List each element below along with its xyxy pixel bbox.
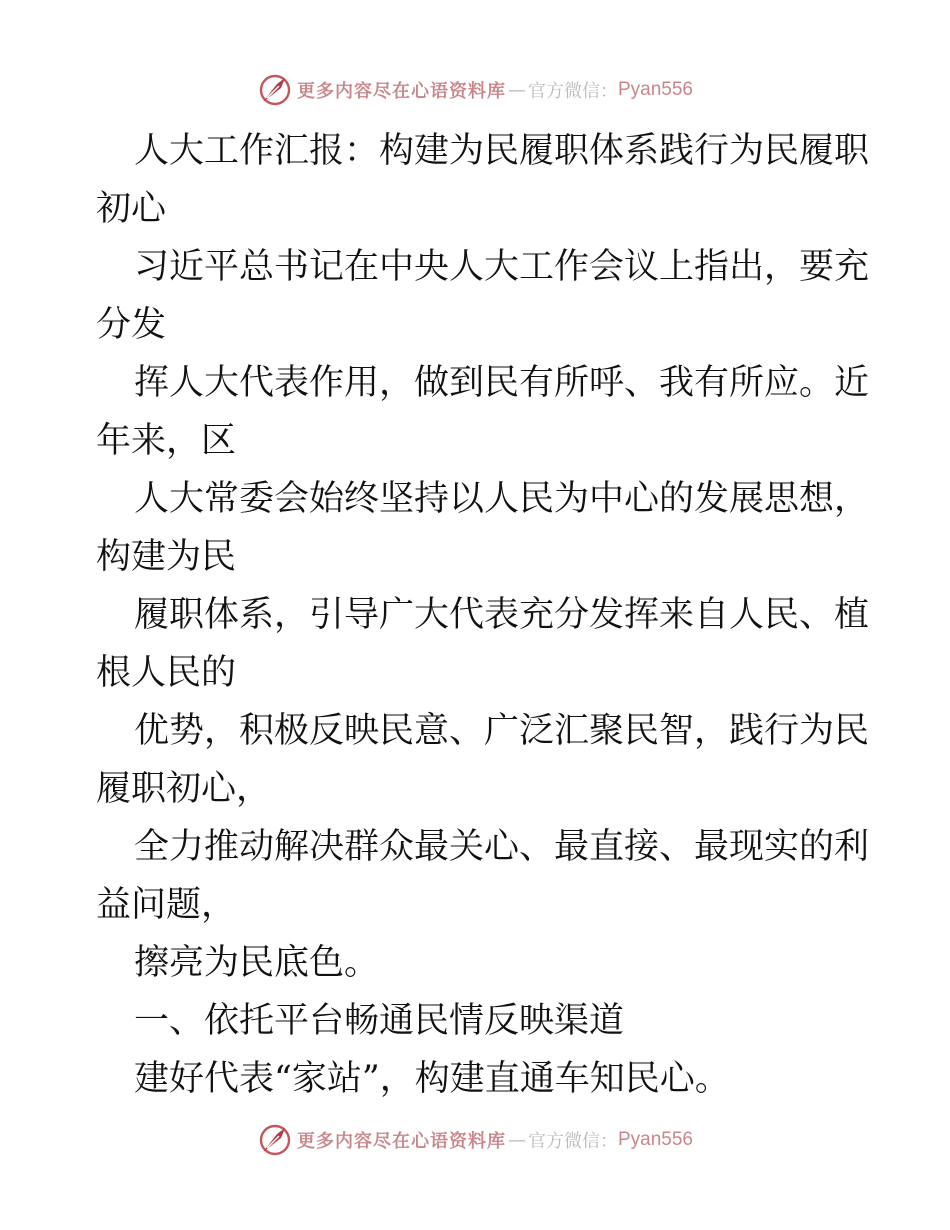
- text-line: 履职初心，: [96, 769, 272, 809]
- text-line: 建好代表“家站”，构建直通车知民心。: [134, 1059, 730, 1099]
- text-line: 分发: [96, 305, 167, 345]
- text-line: 人大常委会始终坚持以人民为中心的发展思想，: [134, 479, 870, 519]
- quill-pen-logo-icon: [257, 1122, 293, 1158]
- text-line: 构建为民: [96, 537, 237, 577]
- text-line: 履职体系，引导广大代表充分发挥来自人民、植: [134, 595, 870, 635]
- text-line: 全力推动解决群众最关心、最直接、最现实的利: [134, 827, 870, 867]
- text-line: 年来，区: [96, 421, 237, 461]
- text-line: 擦亮为民底色。: [134, 943, 380, 983]
- banner-main-text: 更多内容尽在心语资料库: [296, 81, 506, 102]
- header-banner: [0, 70, 950, 110]
- banner-sub-text: 官方微信：: [527, 81, 618, 102]
- banner-sub-text: 官方微信：: [527, 1131, 618, 1152]
- footer-banner: [0, 1120, 950, 1160]
- banner-separator: —: [507, 79, 526, 101]
- text-line: 根人民的: [96, 653, 237, 693]
- banner-wechat-id: Pyan556: [617, 79, 693, 100]
- text-line: 习近平总书记在中央人大工作会议上指出，要充: [134, 247, 870, 287]
- text-line: 初心: [96, 189, 167, 229]
- section-heading: 一、依托平台畅通民情反映渠道: [134, 1001, 625, 1041]
- document-body: [96, 122, 870, 1108]
- quill-pen-logo-icon: [257, 72, 293, 108]
- text-line: 挥人大代表作用，做到民有所呼、我有所应。近: [134, 363, 870, 403]
- banner-wechat-id: Pyan556: [617, 1129, 693, 1150]
- banner-separator: —: [507, 1129, 526, 1151]
- banner-main-text: 更多内容尽在心语资料库: [296, 1131, 506, 1152]
- text-line: 优势，积极反映民意、广泛汇聚民智，践行为民: [134, 711, 870, 751]
- document-title: 人大工作汇报：构建为民履职体系践行为民履职: [134, 131, 870, 171]
- text-line: 益问题，: [96, 885, 237, 925]
